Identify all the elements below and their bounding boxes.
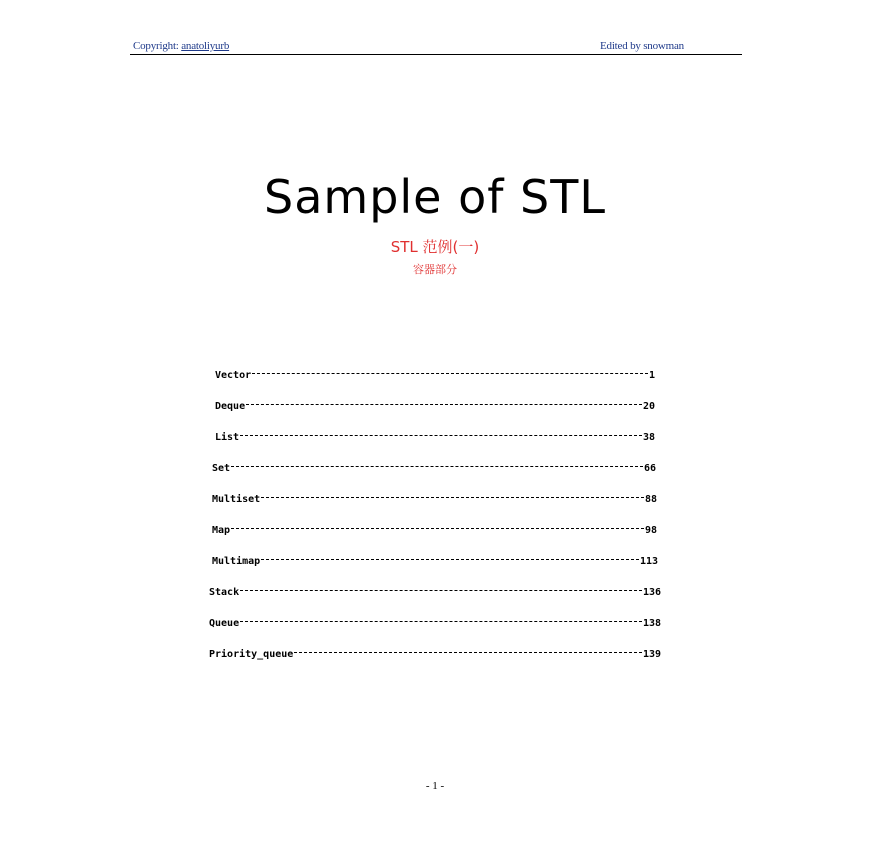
toc-entry-label: List	[215, 432, 240, 443]
toc-entry-label: Multiset	[212, 494, 261, 505]
document-subtitle: STL 范例(一)	[390, 238, 480, 256]
header-editor: Edited by snowman	[600, 40, 684, 52]
toc-entry-priority-queue[interactable]	[209, 649, 661, 663]
toc-entry-label: Stack	[209, 587, 240, 598]
page-number: - 1 -	[425, 780, 445, 792]
toc-entry-page: 20	[642, 401, 655, 412]
toc-leader	[246, 404, 642, 405]
header-copyright	[133, 40, 229, 52]
toc-entry-page: 88	[644, 494, 657, 505]
toc-leader	[240, 621, 642, 622]
toc-leader	[231, 528, 644, 529]
toc-entry-label: Multimap	[212, 556, 261, 567]
toc-leader	[261, 497, 644, 498]
toc-leader	[240, 435, 642, 436]
toc-entry-page: 113	[639, 556, 658, 567]
toc-entry-set[interactable]	[212, 463, 656, 477]
document-section-label: 容器部分	[413, 263, 457, 276]
toc-entry-deque[interactable]	[215, 401, 655, 415]
toc-entry-map[interactable]	[212, 525, 657, 539]
toc-entry-label: Deque	[215, 401, 246, 412]
toc-entry-label: Vector	[215, 370, 252, 381]
toc-entry-queue[interactable]	[209, 618, 661, 632]
toc-entry-page: 66	[643, 463, 656, 474]
toc-leader	[240, 590, 642, 591]
header-author-link[interactable]: anatoliyurb	[181, 40, 230, 52]
toc-entry-vector[interactable]	[215, 370, 655, 384]
toc-entry-list[interactable]	[215, 432, 655, 446]
header-divider	[130, 54, 742, 55]
toc-entry-page: 98	[644, 525, 657, 536]
toc-leader	[252, 373, 648, 374]
toc-entry-multiset[interactable]	[212, 494, 657, 508]
toc-entry-page: 139	[642, 649, 661, 660]
toc-entry-label: Queue	[209, 618, 240, 629]
toc-leader	[294, 652, 642, 653]
toc-entry-page: 1	[648, 370, 655, 381]
document-title: Sample of STL	[264, 170, 606, 224]
toc-entry-page: 138	[642, 618, 661, 629]
toc-entry-page: 136	[642, 587, 661, 598]
header-copyright-prefix: Copyright:	[133, 40, 182, 52]
toc-entry-stack[interactable]	[209, 587, 661, 601]
toc-leader	[261, 559, 639, 560]
toc-entry-multimap[interactable]	[212, 556, 658, 570]
toc-entry-label: Map	[212, 525, 231, 536]
toc-entry-label: Set	[212, 463, 231, 474]
toc-entry-page: 38	[642, 432, 655, 443]
toc-leader	[231, 466, 643, 467]
toc-entry-label: Priority_queue	[209, 649, 294, 660]
